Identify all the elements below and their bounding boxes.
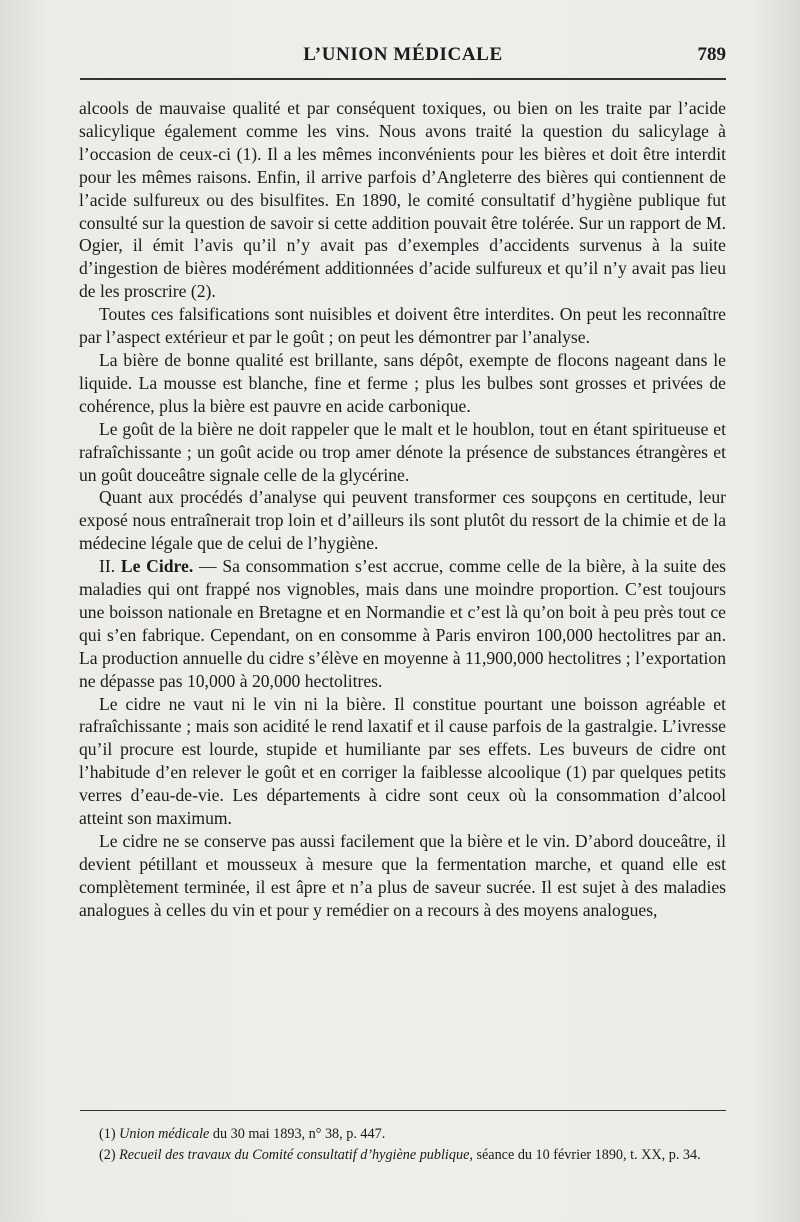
paragraph: Quant aux procédés d’analyse qui peuvent transformer ces soupçons en certitude, leur exposé nous entraînerait trop loin et d’ailleurs ils sont plutôt du ressort de la chimie et de la médecine légale que de celui de l’hygiène.: [79, 487, 726, 554]
footnote-source: Recueil des travaux du Comité consultatif d’hygiène publique: [119, 1147, 470, 1163]
paragraph: Le cidre ne se conserve pas aussi facilement que la bière et le vin. D’abord douceâtre, il devient pétillant et mousseux à mesure que la fermentation marche, et quand elle est complètement terminée, il est âpre et n’a plus de saveur sucrée. Il est sujet à des maladies analogues à celles du vin et pour y remédier on a recours à des moyens analogues,: [79, 831, 726, 920]
running-title: L’UNION MÉDICALE: [303, 44, 503, 65]
paragraph: Le cidre ne vaut ni le vin ni la bière. Il constitue pourtant une boisson agréable et rafraîchissante ; mais son acidité le rend laxatif et il cause parfois de la gastralgie. L’ivresse qu’il procure est lourde, stupide et humiliante par ses effets. Les buveurs de cidre ont l’habitude d’en relever le goût et en corriger la faiblesse alcoolique (1) par quelques petits verres d’eau-de-vie. Les départements à cidre sont ceux où la consommation d’alcool atteint son maximum.: [79, 693, 726, 829]
section-number: II.: [99, 556, 116, 577]
footnote: [79, 1124, 726, 1145]
footnotes: [79, 1124, 726, 1166]
section-title: Le Cidre.: [120, 556, 194, 577]
footnote-source: Union médicale: [119, 1126, 210, 1142]
body-text: [79, 97, 726, 922]
paragraph: Le goût de la bière ne doit rappeler que le malt et le houblon, tout en étant spiritueuse et rafraîchissante ; un goût acide ou trop amer dénote la présence de substances étrangères et un goût douceâtre signale celle de la glycérine.: [79, 418, 726, 485]
section-paragraph: [79, 555, 726, 692]
header-rule: [80, 78, 726, 80]
section-text: — Sa consommation s’est accrue, comme celle de la bière, à la suite des maladies qui ont frappé nos vignobles, mais dans une moindre proportion. C’est toujours une boisson nationale en Bretagne et en Normandie et c’est là qu’on boit à peu près tout ce qui s’en fabrique. Cependant, on en consomme à Paris environ 100,000 hectolitres par an. La production annuelle du cidre s’élève en moyenne à 11,900,000 hectolitres ; l’exportation ne dépasse pas 10,000 à 20,000 hectolitres.: [79, 556, 726, 691]
paragraph: Toutes ces falsifications sont nuisibles et doivent être interdites. On peut les reconnaître par l’aspect extérieur et par le goût ; on peut les démontrer par l’analyse.: [79, 304, 726, 348]
footnote: [79, 1145, 726, 1166]
page-number: 789: [697, 44, 726, 65]
footnote-text: , séance du 10 février 1890, t. XX, p. 34.: [469, 1147, 701, 1163]
paragraph: La bière de bonne qualité est brillante, sans dépôt, exempte de flocons nageant dans le liquide. La mousse est blanche, fine et ferme ; plus les bulbes sont grosses et privées de cohérence, plus la bière est pauvre en acide carbonique.: [79, 349, 726, 416]
footnote-marker: (2): [99, 1147, 116, 1163]
footnote-rule: [80, 1110, 726, 1111]
footnote-marker: (1): [99, 1126, 116, 1142]
paragraph-continued: alcools de mauvaise qualité et par conséquent toxiques, ou bien on les traite par l’acide salicylique également comme les vins. Nous avons traité la question du salicylage à l’occasion de ceux-ci (1). Il a les mêmes inconvénients pour les bières et doit être interdit pour les mêmes raisons. Enfin, il arrive parfois d’Angleterre des bières qui contiennent de l’acide sulfureux ou des bisulfites. En 1890, le comité consultatif d’hygiène publique fut consulté sur la question de savoir si cette addition pouvait être tolérée. Sur un rapport de M. Ogier, il émit l’avis qu’il n’y avait pas d’exemples d’accidents survenus à la suite d’ingestion de bières modérément additionnées d’acide sulfureux et qu’il n’y avait pas lieu de les proscrire (2).: [79, 98, 726, 302]
footnote-text: du 30 mai 1893, n° 38, p. 447.: [209, 1126, 386, 1142]
running-header: [80, 44, 726, 74]
